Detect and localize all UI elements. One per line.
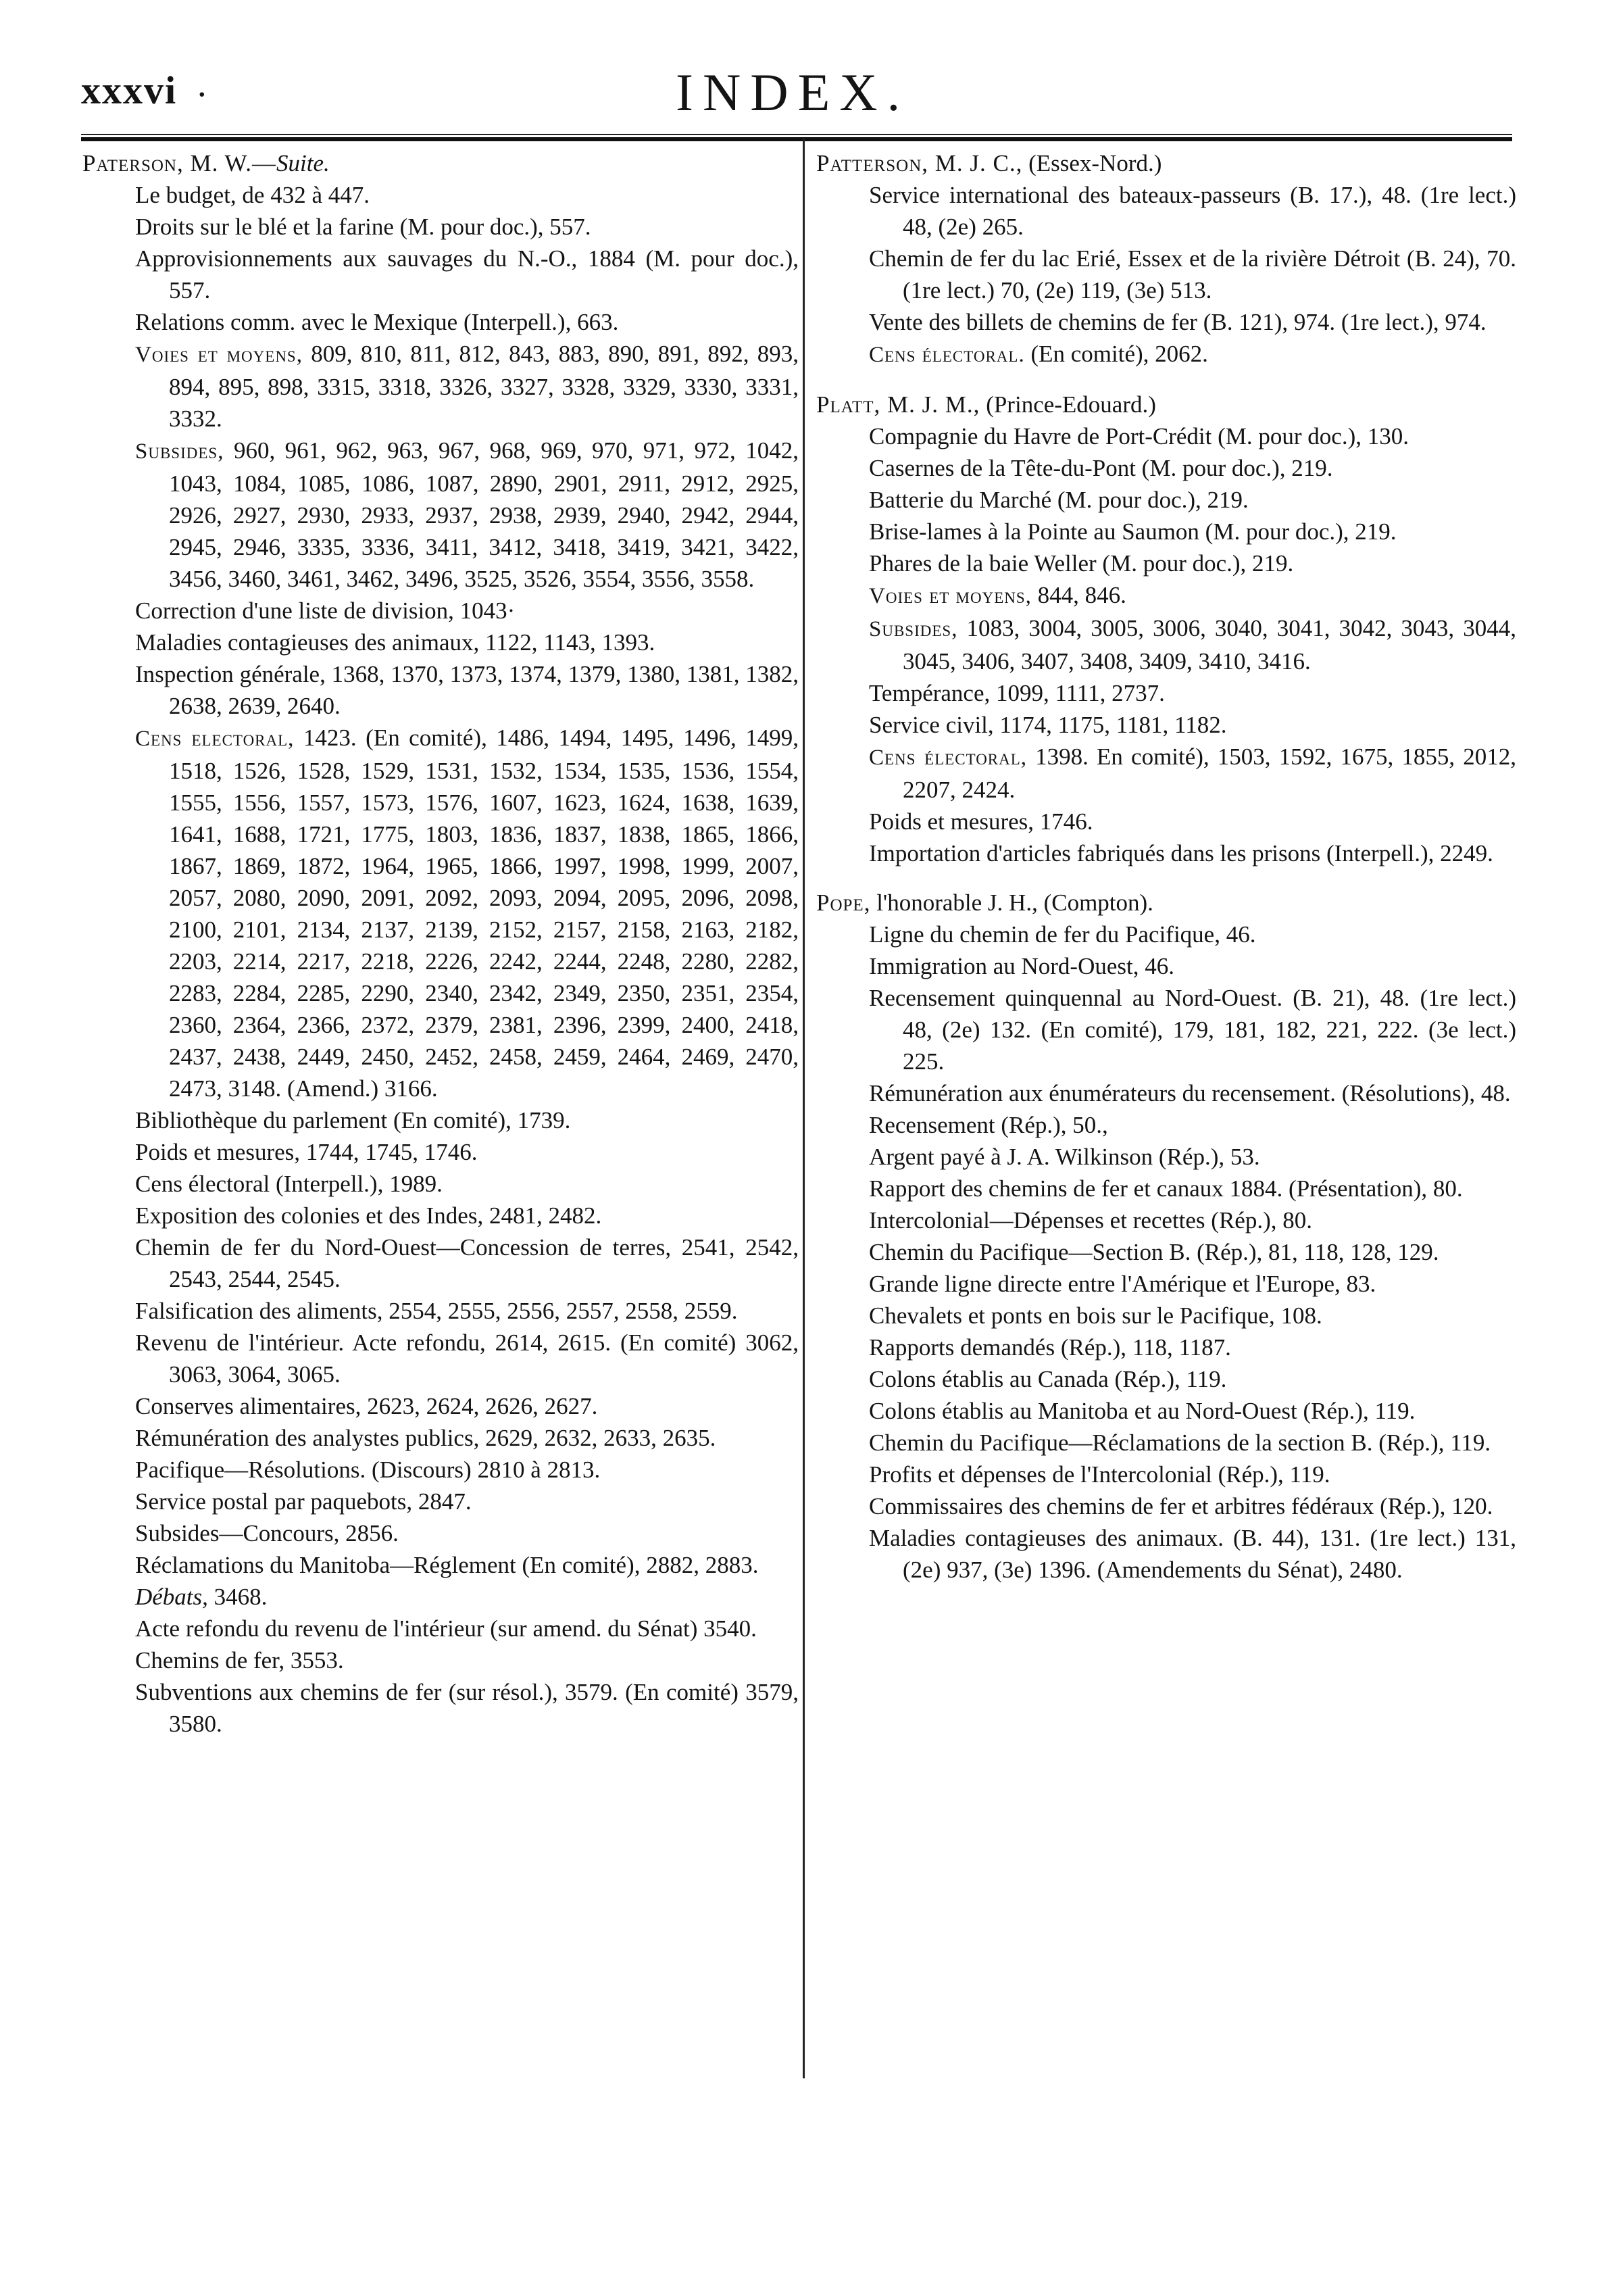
index-line: Batterie du Marché (M. pour doc.), 219. [869, 487, 1249, 513]
index-line: Relations comm. avec le Mexique (Interpell.), 663. [135, 309, 619, 335]
index-line: Colons établis au Manitoba et au Nord-Ouest (Rép.), 119. [869, 1398, 1416, 1424]
index-line: Profits et dépenses de l'Intercolonial (Rép.), 119. [869, 1461, 1330, 1488]
index-line: Recensement (Rép.), 50., [869, 1112, 1108, 1138]
entry-heading: Pope, l'honorable J. H., (Compton). [816, 889, 1153, 916]
entry-heading: Platt, M. J. M., (Prince-Edouard.) [816, 391, 1156, 418]
index-line: Phares de la baie Weller (M. pour doc.), 219. [869, 550, 1294, 577]
index-line: Chemin du Pacifique—Section B. (Rép.), 81, 118, 128, 129. [869, 1239, 1439, 1265]
page-title: INDEX. [676, 63, 910, 122]
index-line: Compagnie du Havre de Port-Crédit (M. pour doc.), 130. [869, 423, 1409, 449]
index-line: Subventions aux chemins de fer (sur résol.), 3579. (En comité) 3579, 3580. [135, 1679, 799, 1737]
page-number: xxxvi · [81, 68, 208, 112]
index-line: Chemin du Pacifique—Réclamations de la section B. (Rép.), 119. [869, 1430, 1491, 1456]
entry-heading: Paterson, M. W.—Suite. [82, 150, 330, 176]
index-line: Correction d'une liste de division, 1043· [135, 597, 516, 624]
index-line: Poids et mesures, 1744, 1745, 1746. [135, 1139, 478, 1165]
index-line: Tempérance, 1099, 1111, 2737. [869, 680, 1165, 706]
index-line: Voies et moyens, 844, 846. [869, 582, 1126, 608]
index-line: Falsification des aliments, 2554, 2555, 2556, 2557, 2558, 2559. [135, 1298, 738, 1324]
index-line: Le budget, de 432 à 447. [135, 182, 370, 208]
index-line: Rapports demandés (Rép.), 118, 1187. [869, 1334, 1231, 1361]
header-rule [81, 134, 1512, 135]
index-line: Service international des bateaux-passeurs (B. 17.), 48. (1re lect.) 48, (2e) 265. [869, 182, 1516, 240]
right-column [816, 147, 1516, 1603]
index-line: Colons établis au Canada (Rép.), 119. [869, 1366, 1227, 1392]
index-line: Rémunération des analystes publics, 2629, 2632, 2633, 2635. [135, 1425, 716, 1451]
index-line: Brise-lames à la Pointe au Saumon (M. pour doc.), 219. [869, 518, 1397, 545]
index-line: Commissaires des chemins de fer et arbitres fédéraux (Rép.), 120. [869, 1493, 1493, 1519]
index-line: Chemin de fer du Nord-Ouest—Concession de terres, 2541, 2542, 2543, 2544, 2545. [135, 1234, 799, 1292]
entry-paterson [82, 147, 799, 1740]
index-line: Approvisionnements aux sauvages du N.-O., 1884 (M. pour doc.), 557. [135, 245, 799, 303]
index-line: Rapport des chemins de fer et canaux 1884. (Présentation), 80. [869, 1175, 1463, 1202]
index-line: Vente des billets de chemins de fer (B. 121), 974. (1re lect.), 974. [869, 309, 1487, 335]
index-line: Cens électoral, 1398. En comité), 1503, 1592, 1675, 1855, 2012, 2207, 2424. [869, 743, 1516, 803]
index-line: Exposition des colonies et des Indes, 2481, 2482. [135, 1202, 602, 1229]
index-line: Acte refondu du revenu de l'intérieur (sur amend. du Sénat) 3540. [135, 1615, 757, 1642]
index-line: Grande ligne directe entre l'Amérique et l'Europe, 83. [869, 1271, 1376, 1297]
index-line: Cens électoral. (En comité), 2062. [869, 341, 1208, 367]
index-line: Conserves alimentaires, 2623, 2624, 2626, 2627. [135, 1393, 598, 1419]
index-line: Bibliothèque du parlement (En comité), 1739. [135, 1107, 571, 1133]
column-divider [803, 139, 805, 2078]
index-line: Poids et mesures, 1746. [869, 808, 1093, 835]
index-line: Casernes de la Tête-du-Pont (M. pour doc.), 219. [869, 455, 1333, 481]
index-line: Recensement quinquennal au Nord-Ouest. (B. 21), 48. (1re lect.) 48, (2e) 132. (En comité), 179, 181, 182, 221, 222. (3e lect.) 225. [869, 985, 1516, 1075]
index-line: Chemin de fer du lac Erié, Essex et de la rivière Détroit (B. 24), 70. (1re lect.) 70, (2e) 119, (3e) 513. [869, 245, 1516, 303]
index-line: Inspection générale, 1368, 1370, 1373, 1374, 1379, 1380, 1381, 1382, 2638, 2639, 2640. [135, 661, 799, 719]
index-line: Maladies contagieuses des animaux, 1122, 1143, 1393. [135, 629, 655, 656]
index-line: Rémunération aux énumérateurs du recensement. (Résolutions), 48. [869, 1080, 1511, 1106]
index-line: Réclamations du Manitoba—Réglement (En comité), 2882, 2883. [135, 1552, 759, 1578]
index-line: Cens électoral (Interpell.), 1989. [135, 1171, 443, 1197]
entry-platt [816, 389, 1516, 869]
index-line: Débats, 3468. [135, 1584, 268, 1610]
index-line: Ligne du chemin de fer du Pacifique, 46. [869, 921, 1256, 948]
index-line: Revenu de l'intérieur. Acte refondu, 2614, 2615. (En comité) 3062, 3063, 3064, 3065. [135, 1329, 799, 1388]
index-line: Maladies contagieuses des animaux. (B. 44), 131. (1re lect.) 131, (2e) 937, (3e) 1396. (Amendements du Sénat), 2480. [869, 1525, 1516, 1583]
index-line: Chemins de fer, 3553. [135, 1647, 344, 1674]
index-line: Chevalets et ponts en bois sur le Pacifique, 108. [869, 1302, 1322, 1329]
index-line: Service civil, 1174, 1175, 1181, 1182. [869, 712, 1227, 738]
entry-patterson [816, 147, 1516, 371]
index-line: Immigration au Nord-Ouest, 46. [869, 953, 1174, 979]
index-line: Voies et moyens, 809, 810, 811, 812, 843, 883, 890, 891, 892, 893, 894, 895, 898, 3315, 3318, 3326, 3327, 3328, 3329, 3330, 3331, 3332. [135, 341, 799, 432]
index-line: Service postal par paquebots, 2847. [135, 1488, 472, 1515]
left-column [82, 147, 799, 1757]
header-rule-thick [81, 137, 1512, 141]
index-line: Argent payé à J. A. Wilkinson (Rép.), 53. [869, 1144, 1260, 1170]
index-line: Droits sur le blé et la farine (M. pour doc.), 557. [135, 214, 591, 240]
index-line: Subsides—Concours, 2856. [135, 1520, 399, 1546]
index-line: Intercolonial—Dépenses et recettes (Rép.), 80. [869, 1207, 1312, 1234]
index-line: Subsides, 1083, 3004, 3005, 3006, 3040, 3041, 3042, 3043, 3044, 3045, 3406, 3407, 3408, 3409, 3410, 3416. [869, 615, 1516, 675]
entry-pope [816, 887, 1516, 1586]
entry-heading: Patterson, M. J. C., (Essex-Nord.) [816, 150, 1162, 176]
index-line: Cens electoral, 1423. (En comité), 1486, 1494, 1495, 1496, 1499, 1518, 1526, 1528, 1529, 1531, 1532, 1534, 1535, 1536, 1554, 1555, 1556, 1557, 1573, 1576, 1607, 1623, 1624, 1638, 1639, 1641, 1688, 1721, 1775, 1803, 1836, 1837, 1838, 1865, 1866, 1867, 1869, 1872, 1964, 1965, 1866, 1997, 1998, 1999, 2007, 2057, 2080, 2090, 2091, 2092, 2093, 2094, 2095, 2096, 2098, 2100, 2101, 2134, 2137, 2139, 2152, 2157, 2158, 2163, 2182, 2203, 2214, 2217, 2218, 2226, 2242, 2244, 2248, 2280, 2282, 2283, 2284, 2285, 2290, 2340, 2342, 2349, 2350, 2351, 2354, 2360, 2364, 2366, 2372, 2379, 2381, 2396, 2399, 2400, 2418, 2437, 2438, 2449, 2450, 2452, 2458, 2459, 2464, 2469, 2470, 2473, 3148. (Amend.) 3166. [135, 725, 799, 1102]
index-line: Subsides, 960, 961, 962, 963, 967, 968, 969, 970, 971, 972, 1042, 1043, 1084, 1085, 1086, 1087, 2890, 2901, 2911, 2912, 2925, 2926, 2927, 2930, 2933, 2937, 2938, 2939, 2940, 2942, 2944, 2945, 2946, 3335, 3336, 3411, 3412, 3418, 3419, 3421, 3422, 3456, 3460, 3461, 3462, 3496, 3525, 3526, 3554, 3556, 3558. [135, 437, 799, 592]
index-line: Importation d'articles fabriqués dans les prisons (Interpell.), 2249. [869, 840, 1493, 866]
index-line: Pacifique—Résolutions. (Discours) 2810 à 2813. [135, 1457, 601, 1483]
